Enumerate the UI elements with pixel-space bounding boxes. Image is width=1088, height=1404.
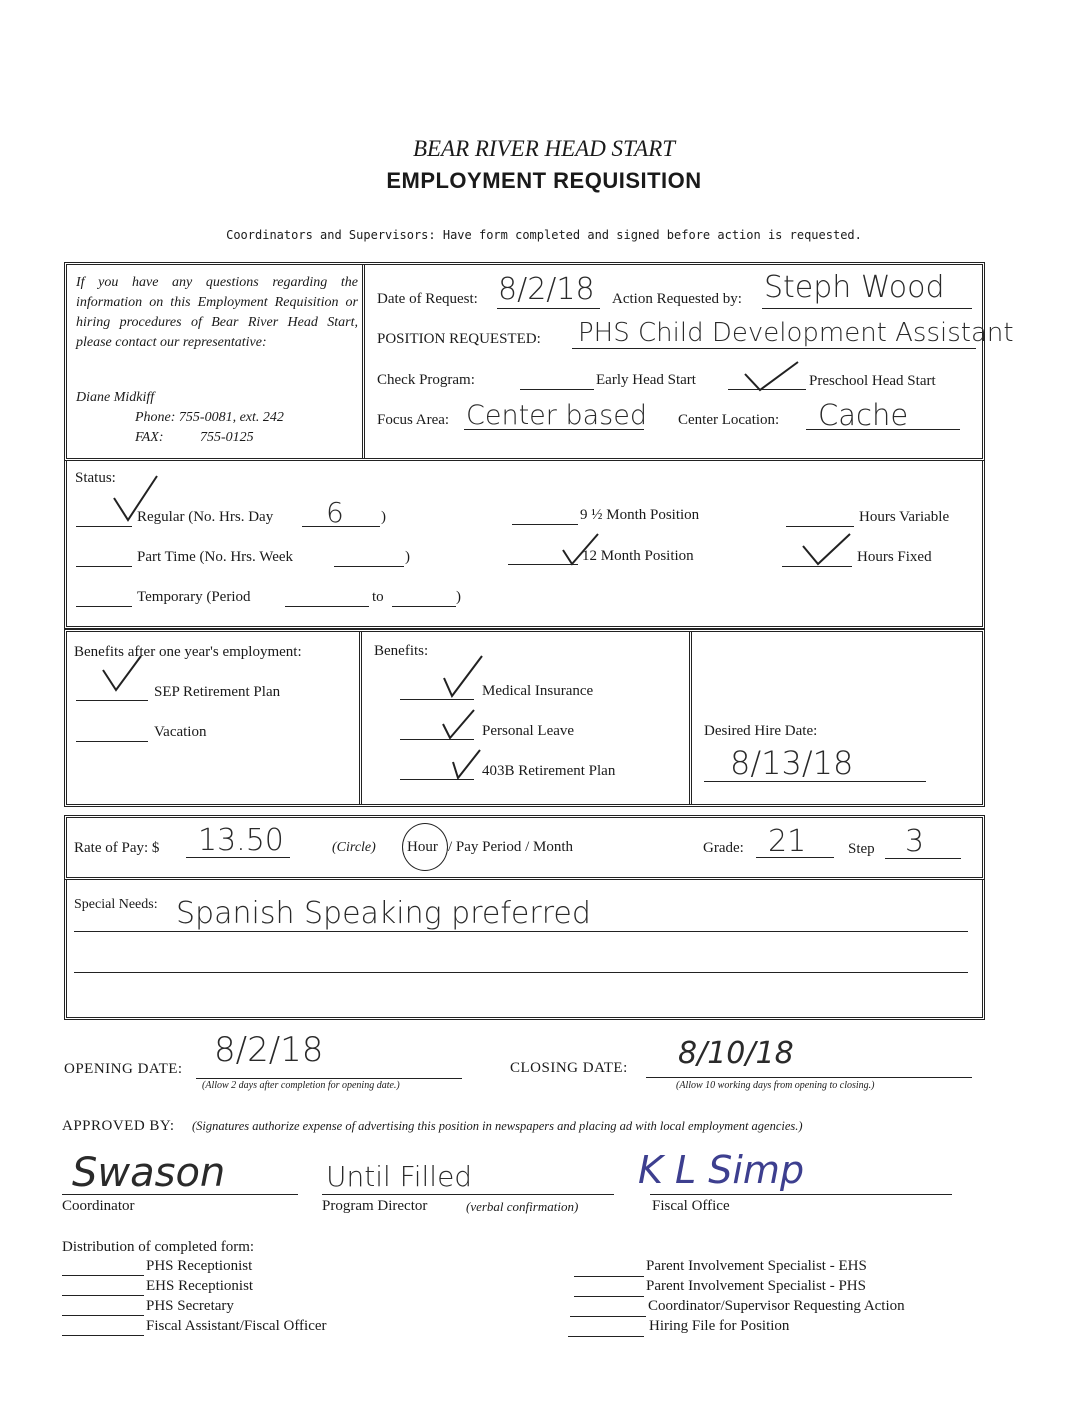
fiscal-line (650, 1194, 952, 1195)
regular-hours-value[interactable]: 6 (326, 496, 344, 529)
action-requested-value[interactable]: Steph Wood (764, 270, 945, 305)
dist-right-item: Hiring File for Position (649, 1318, 790, 1334)
benefits-label: Benefits: (374, 643, 429, 659)
dist-right-item: Parent Involvement Specialist - EHS (646, 1258, 867, 1274)
dist-left-line-1 (62, 1295, 144, 1296)
dist-right-item: Coordinator/Supervisor Requesting Action (648, 1298, 905, 1314)
special-needs-line-1 (74, 931, 968, 932)
preschool-head-start-label: Preschool Head Start (809, 373, 936, 389)
pay-period-options: / Pay Period / Month (448, 839, 574, 855)
rate-of-pay-label: Rate of Pay: $ (74, 840, 160, 856)
dist-left-item: Fiscal Assistant/Fiscal Officer (146, 1318, 327, 1334)
dist-left-line-2 (62, 1315, 144, 1316)
temporary-close-paren: ) (456, 589, 461, 605)
temporary-to-line (392, 606, 456, 607)
sep-check-icon (100, 654, 144, 694)
check-program-label: Check Program: (377, 372, 475, 388)
vacation-label: Vacation (154, 724, 207, 740)
medical-line (400, 699, 474, 700)
position-requested-value[interactable]: PHS Child Development Assistant (578, 318, 1014, 348)
part-time-line (76, 566, 132, 567)
dist-right-line-2 (570, 1316, 646, 1317)
rate-of-pay-value[interactable]: 13.50 (198, 823, 284, 858)
form-title: EMPLOYMENT REQUISITION (386, 168, 702, 193)
special-needs-line-2 (74, 972, 968, 973)
medical-check-icon (440, 654, 484, 698)
contact-note: If you have any questions regarding the information on this Employment Requisition or hiring procedures of Bear River Head Start, please contact our representative: (76, 275, 358, 350)
nine-month-line (512, 524, 578, 525)
desired-hire-value[interactable]: 8/13/18 (730, 744, 854, 782)
opening-date-note: (Allow 2 days after completion for opening date.) (202, 1080, 400, 1091)
director-signature[interactable]: Until Filled (326, 1160, 473, 1193)
benefits-divider-2 (689, 631, 696, 805)
action-requested-line (762, 308, 972, 309)
grade-value[interactable]: 21 (768, 824, 807, 859)
early-head-start-label: Early Head Start (596, 372, 696, 388)
opening-date-line (196, 1078, 462, 1079)
personal-check-icon (440, 708, 476, 740)
center-location-value[interactable]: Cache (818, 398, 909, 432)
contact-fax: 755-0125 (200, 430, 254, 445)
desired-hire-label: Desired Hire Date: (704, 723, 818, 739)
regular-label: Regular (No. Hrs. Day (137, 509, 274, 525)
contact-name: Diane Midkiff (76, 390, 155, 405)
director-label: Program Director (322, 1198, 428, 1214)
sep-label: SEP Retirement Plan (154, 684, 281, 700)
regular-close-paren: ) (381, 509, 386, 525)
director-line (322, 1194, 614, 1195)
dist-right-line-3 (568, 1336, 644, 1337)
hours-fixed-label: Hours Fixed (857, 549, 932, 565)
early-head-start-line (520, 389, 594, 390)
closing-date-label: CLOSING DATE: (510, 1060, 628, 1076)
special-needs-label: Special Needs: (74, 897, 158, 912)
twelve-month-label: 12 Month Position (582, 548, 694, 564)
hours-fixed-line (782, 566, 852, 567)
personal-label: Personal Leave (482, 723, 575, 739)
position-requested-label: POSITION REQUESTED: (377, 331, 541, 347)
benefits-divider-1 (359, 631, 366, 805)
hours-variable-line (786, 526, 854, 527)
preschool-check-icon (742, 360, 802, 392)
date-of-request-label: Date of Request: (377, 291, 478, 307)
approved-by-note: (Signatures authorize expense of advertising this position in newspapers and placing ad with local employment agencies.) (192, 1119, 803, 1133)
step-label: Step (848, 841, 875, 857)
focus-area-value[interactable]: Center based (466, 400, 647, 431)
position-requested-line (572, 348, 976, 349)
date-of-request-line (497, 308, 600, 309)
dist-right-line-0 (574, 1276, 644, 1277)
dist-left-item: PHS Receptionist (146, 1258, 253, 1274)
special-needs-value[interactable]: Spanish Speaking preferred (176, 896, 591, 931)
sep-line (76, 700, 148, 701)
temporary-line (76, 606, 132, 607)
director-note: (verbal confirmation) (466, 1199, 579, 1214)
hours-variable-label: Hours Variable (859, 509, 950, 525)
temporary-to-label: to (372, 589, 384, 605)
fiscal-signature[interactable]: K L Simp (638, 1148, 805, 1192)
contact-fax-label: FAX: (135, 430, 164, 445)
coordinator-label: Coordinator (62, 1198, 135, 1214)
hour-option[interactable]: Hour (407, 839, 438, 855)
opening-date-label: OPENING DATE: (64, 1061, 183, 1077)
vacation-line (76, 741, 148, 742)
medical-label: Medical Insurance (482, 683, 594, 699)
closing-date-line (646, 1077, 972, 1078)
hours-fixed-check-icon (800, 532, 852, 566)
org-name: BEAR RIVER HEAD START (412, 136, 676, 161)
temporary-from-line (285, 606, 369, 607)
regular-line (76, 526, 132, 527)
status-label: Status: (75, 470, 116, 486)
opening-date-value[interactable]: 8/2/18 (214, 1030, 324, 1070)
dist-right-item: Parent Involvement Specialist - PHS (646, 1278, 866, 1294)
step-value[interactable]: 3 (905, 824, 925, 859)
approved-by-label: APPROVED BY: (62, 1118, 175, 1134)
dist-left-line-0 (62, 1275, 144, 1276)
circle-label: (Circle) (332, 840, 376, 855)
center-location-label: Center Location: (678, 412, 780, 428)
part-time-hours-line (334, 566, 404, 567)
closing-date-note: (Allow 10 working days from opening to closing.) (676, 1080, 875, 1091)
coordinator-signature[interactable]: Swason (72, 1150, 226, 1196)
dist-right-line-1 (574, 1296, 644, 1297)
contact-phone: Phone: 755-0081, ext. 242 (135, 410, 284, 425)
fiscal-label: Fiscal Office (652, 1198, 730, 1214)
form-instructions: Coordinators and Supervisors: Have form completed and signed before action is requested. (226, 228, 862, 242)
action-requested-label: Action Requested by: (612, 291, 742, 307)
grade-label: Grade: (703, 840, 744, 856)
part-time-close-paren: ) (405, 549, 410, 565)
part-time-label: Part Time (No. Hrs. Week (137, 549, 294, 565)
retirement-label: 403B Retirement Plan (482, 763, 616, 779)
temporary-label: Temporary (Period (137, 589, 251, 605)
nine-month-label: 9 ½ Month Position (580, 507, 700, 523)
focus-area-label: Focus Area: (377, 412, 450, 428)
dist-left-item: EHS Receptionist (146, 1278, 254, 1294)
distribution-label: Distribution of completed form: (62, 1239, 255, 1255)
dist-left-line-3 (62, 1335, 144, 1336)
closing-date-value[interactable]: 8/10/18 (678, 1036, 794, 1071)
benefits-year-label: Benefits after one year's employment: (74, 644, 302, 660)
date-of-request-value[interactable]: 8/2/18 (498, 272, 595, 307)
retirement-check-icon (450, 748, 482, 780)
dist-left-item: PHS Secretary (146, 1298, 234, 1314)
